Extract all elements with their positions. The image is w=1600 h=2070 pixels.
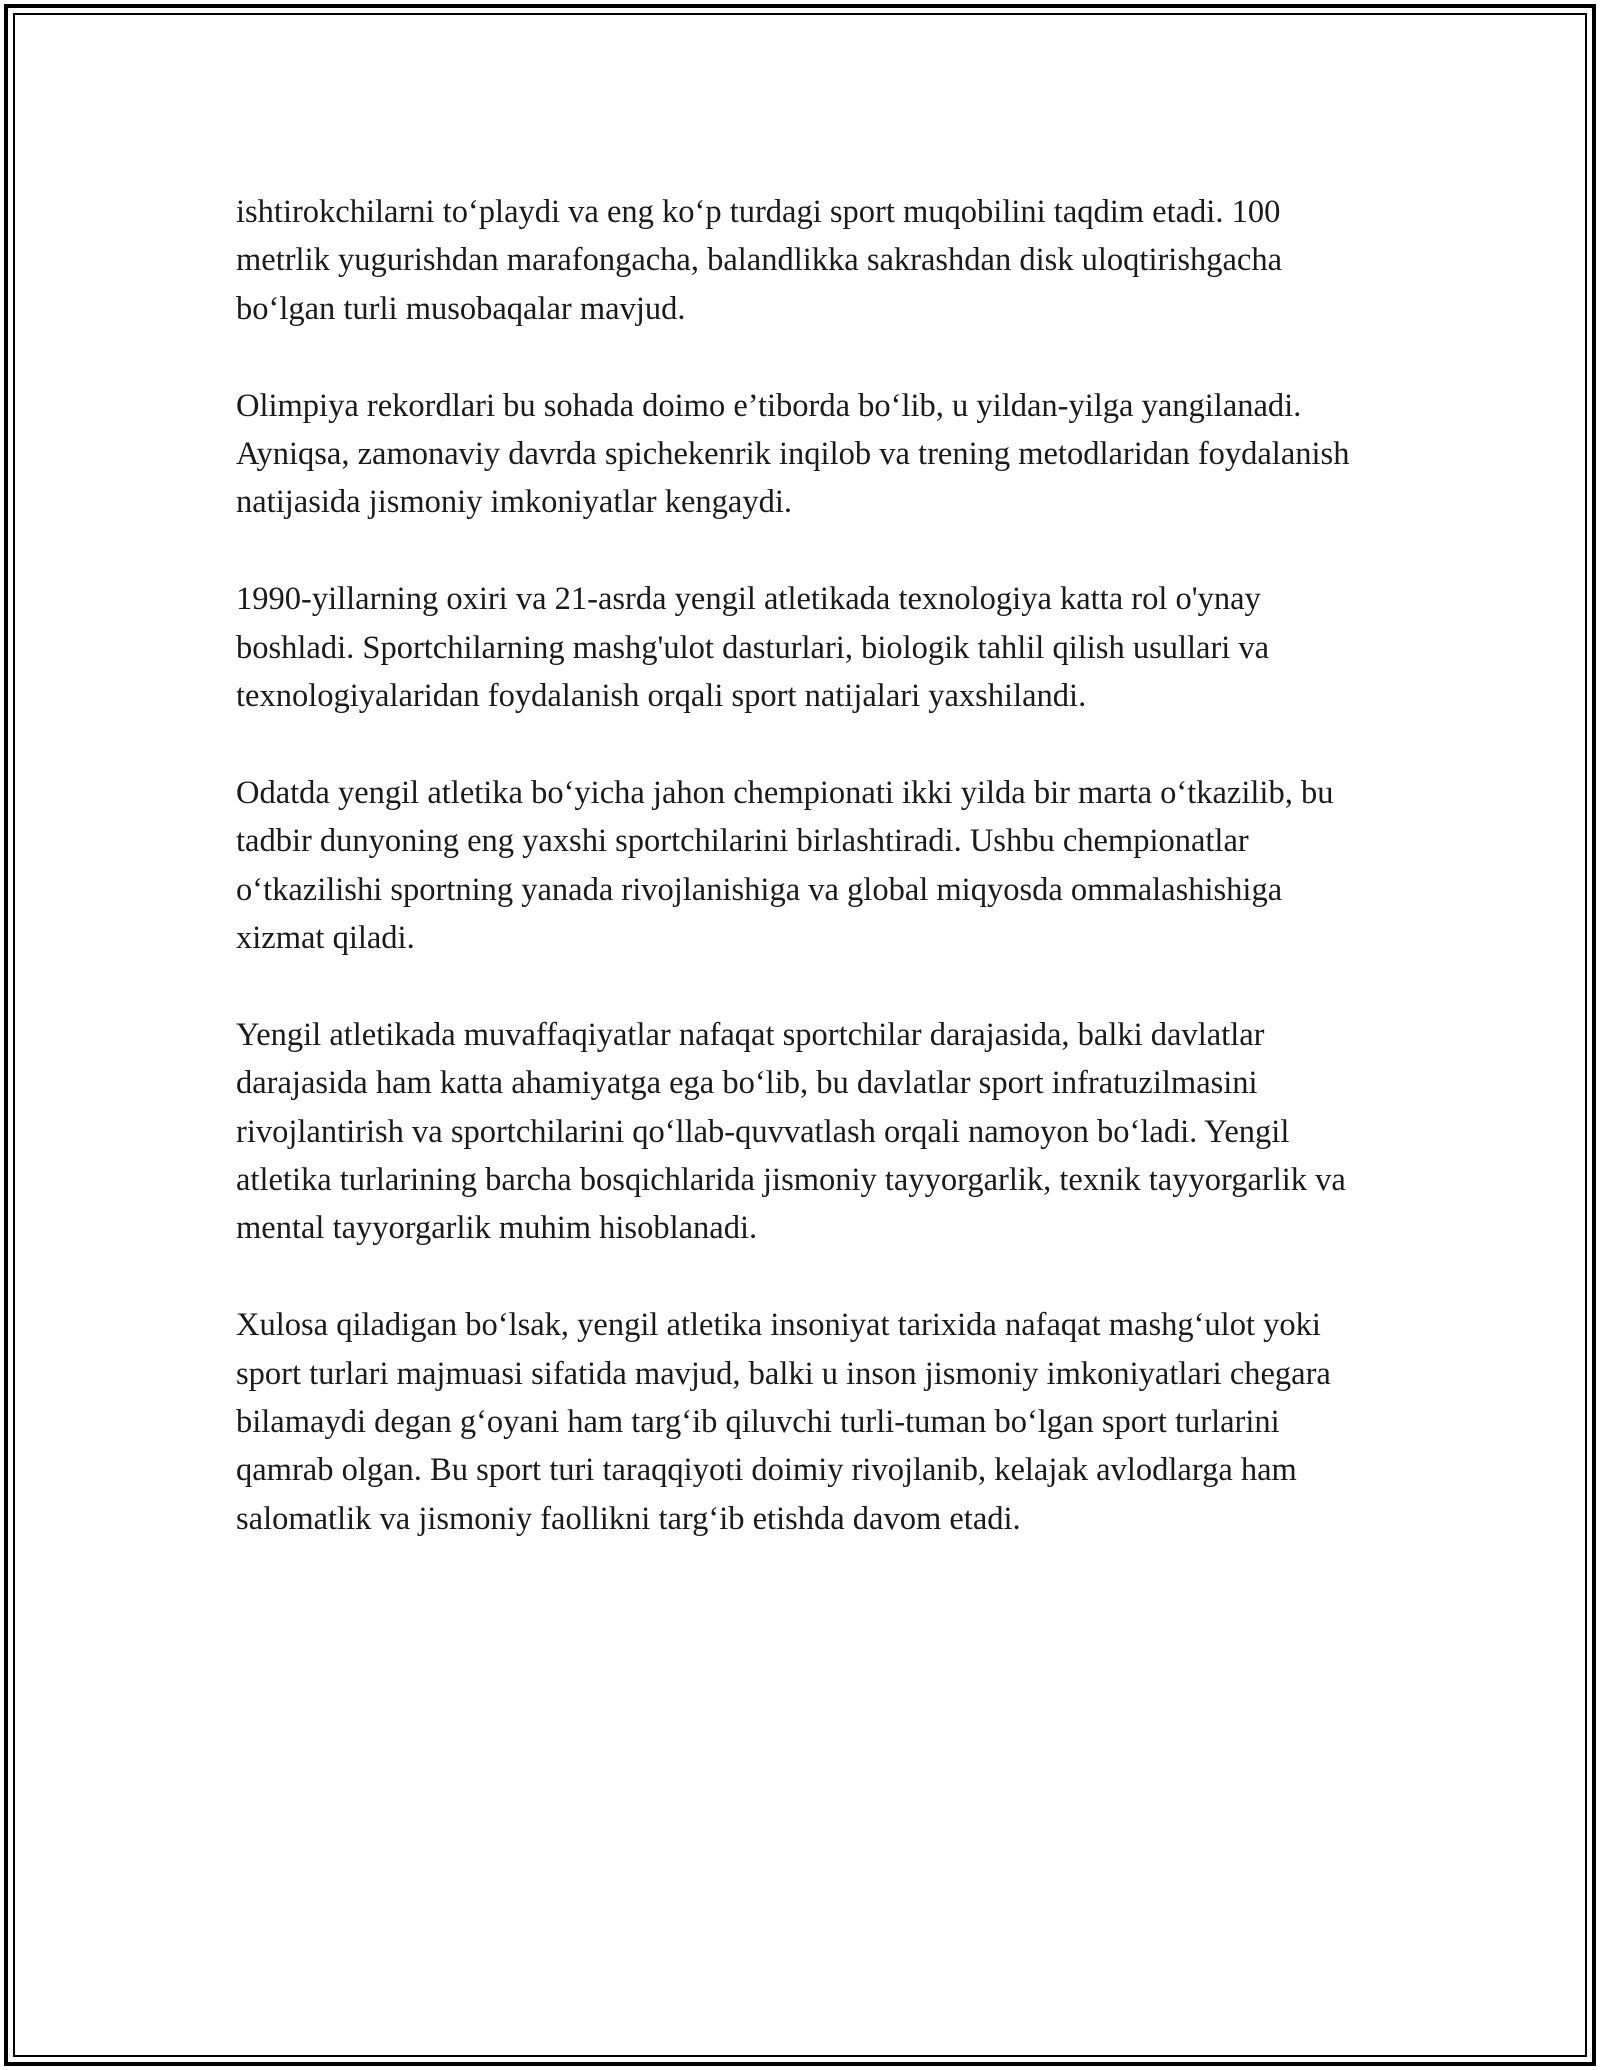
paragraph: Olimpiya rekordlari bu sohada doimo e’tiborda bo‘lib, u yildan-yilga yangilanadi. Ayniqsa, zamonaviy davrda spichekenrik inqilob va trening metodlaridan foydalanish natijasida jismoniy imkoniyatlar kengaydi. [236,387,1350,521]
document-body [236,188,1376,1543]
paragraph: Xulosa qiladigan bo‘lsak, yengil atletika insoniyat tarixida nafaqat mashg‘ulot yoki sport turlari majmuasi sifatida mavjud, balki u inson jismoniy imkoniyatlari chegara bilamaydi degan g‘oyani ham targ‘ib qiluvchi turli-tuman bo‘lgan sport turlarini qamrab olgan. Bu sport turi taraqqiyoti doimiy rivojlanib, kelajak avlodlarga ham salomatlik va jismoniy faollikni targ‘ib etishda davom etadi. [236,1307,1331,1537]
paragraph: Yengil atletikada muvaffaqiyatlar nafaqat sportchilar darajasida, balki davlatlar darajasida ham katta ahamiyatga ega bo‘lib, bu davlatlar sport infratuzilmasini rivojlantirish va sportchilarini qo‘llab-quvvatlash orqali namoyon bo‘ladi. Yengil atletika turlarining barcha bosqichlarida jismoniy tayyorgarlik, texnik tayyorgarlik va mental tayyorgarlik muhim hisoblanadi. [236,1016,1346,1247]
paragraph: Odatda yengil atletika bo‘yicha jahon chempionati ikki yilda bir marta o‘tkazilib, bu tadbir dunyoning eng yaxshi sportchilarini birlashtiradi. Ushbu chempionatlar o‘tkazilishi sportning yanada rivojlanishiga va global miqyosda ommalashishiga xizmat qiladi. [236,774,1334,957]
paragraph: ishtirokchilarni to‘playdi va eng ko‘p turdagi sport muqobilini taqdim etadi. 100 metrlik yugurishdan marafongacha, balandlikka sakrashdan disk uloqtirishgacha bo‘lgan turli musobaqalar mavjud. [236,194,1283,327]
paragraph: 1990-yillarning oxiri va 21-asrda yengil atletikada texnologiya katta rol o'ynay boshladi. Sportchilarning mashg'ulot dasturlari, biologik tahlil qilish usullari va texnologiyalaridan foydalanish orqali sport natijalari yaxshilandi. [236,581,1270,715]
